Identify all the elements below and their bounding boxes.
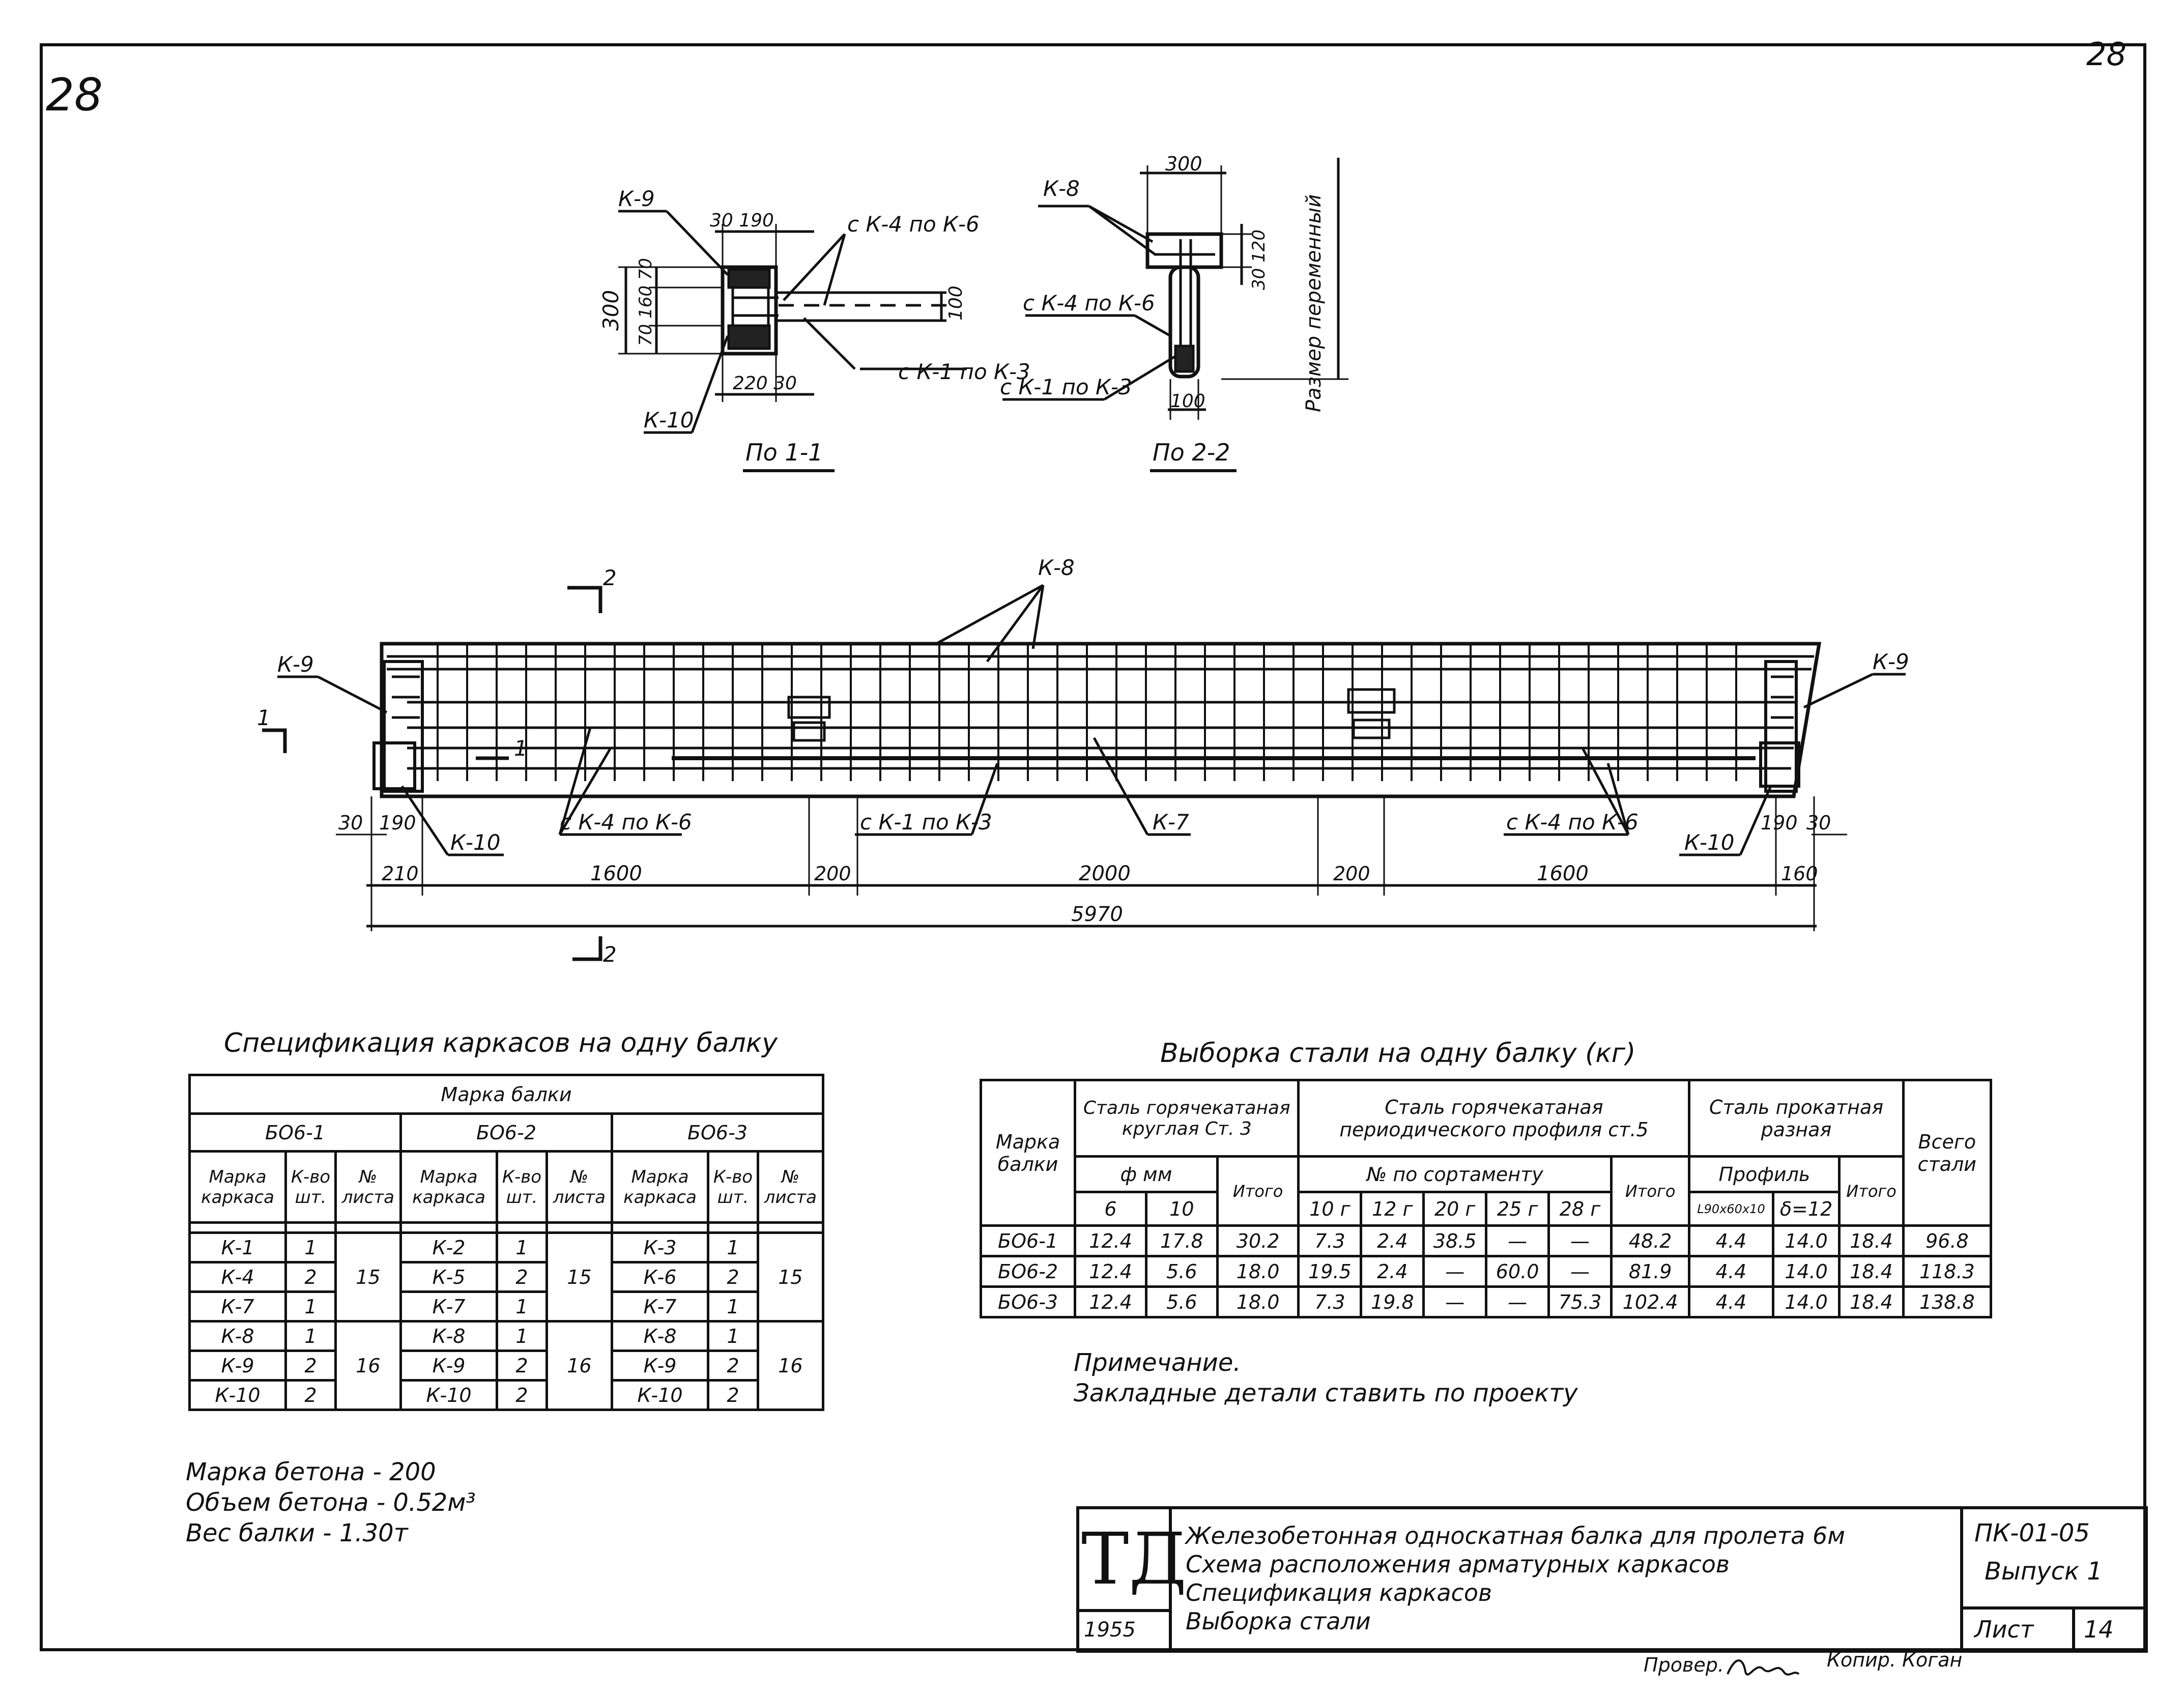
cell: 81.9 [1611,1256,1689,1287]
label-k1k3-elevation: с К-1 по К-3 [860,810,992,835]
note-text: Закладные детали ставить по проекту [1074,1379,1578,1407]
sub-header: 6 [1075,1192,1146,1226]
cell-sheet: 15 [335,1233,400,1321]
cell: 12.4 [1075,1226,1146,1256]
cell: 12.4 [1075,1287,1146,1317]
cell: БО6-1 [981,1226,1075,1256]
cell: 102.4 [1611,1287,1689,1317]
spec-table [188,1074,824,1411]
titleblock-line-3: Спецификация каркасов [1186,1579,1492,1606]
label-k1k3-section1: с К-1 по К-3 [898,359,1030,384]
cell: 2 [497,1381,547,1410]
dim-30-120: 30 120 [1249,229,1269,290]
table-row [981,1287,1991,1317]
cell: 2 [708,1262,758,1292]
steel-h-period: Сталь горячекатаная периодического профиля ст.5 [1299,1080,1689,1157]
spec-col-sheet: № листа [335,1152,400,1223]
dim-chain-0: 210 [382,863,419,885]
cell: — [1424,1256,1486,1287]
signature-checked: Провер. [1644,1654,1724,1676]
cell: 5.6 [1146,1256,1217,1287]
cell-sheet: 16 [758,1321,823,1410]
sub-header: L90x60x10 [1689,1192,1773,1226]
beam-weight: Вес балки - 1.30т [186,1519,408,1547]
table-row [190,1351,823,1381]
cell: К-9 [400,1351,497,1381]
cell: К-10 [612,1381,708,1410]
signature-scribble [1725,1651,1801,1687]
spec-group-1: БО6-1 [190,1114,401,1152]
titleblock-year: 1955 [1084,1618,1136,1642]
spec-col-mark: Марка каркаса [190,1152,286,1223]
dim-chain-4: 200 [1333,863,1370,885]
spec-title: Спецификация каркасов на одну балку [224,1028,778,1058]
cell: 2.4 [1361,1226,1424,1256]
titleblock-issue: Выпуск 1 [1985,1557,2103,1586]
page-number-left: 28 [46,69,103,121]
steel-h-profile: Профиль [1689,1157,1840,1192]
caption-section-2-2: По 2-2 [1153,439,1230,466]
cell: 17.8 [1146,1226,1217,1256]
dim-220-30: 220 30 [733,373,797,394]
label-k4k6-section2: с К-4 по К-6 [1023,291,1155,315]
titleblock-line-2: Схема расположения арматурных каркасов [1186,1550,1730,1578]
dim-chain-1: 1600 [590,862,642,885]
sub-header: 25 г [1486,1192,1549,1226]
cell: К-7 [190,1292,286,1321]
label-k4k6-right: с К-4 по К-6 [1506,810,1639,835]
cell: 7.3 [1299,1226,1361,1256]
steel-h-itogo-rolled: Итого [1840,1157,1903,1226]
sub-header: 10 г [1299,1192,1361,1226]
cell: 1 [497,1233,547,1262]
label-k10-section1: К-10 [644,408,694,433]
cell: 19.8 [1361,1287,1424,1317]
table-row [981,1226,1991,1256]
spec-col-mark: Марка каркаса [400,1152,497,1223]
steel-table [980,1079,1992,1318]
cell: — [1424,1287,1486,1317]
cell: 19.5 [1299,1256,1361,1287]
cell: 2 [708,1351,758,1381]
cell: 2 [497,1262,547,1292]
table-row [190,1233,823,1262]
cell: К-3 [612,1233,708,1262]
cell: 1 [286,1233,336,1262]
label-variable-size: Размер переменный [1302,194,1326,412]
sub-header: 28 г [1549,1192,1612,1226]
dim-chain-6: 160 [1781,863,1818,885]
cell: БО6-2 [981,1256,1075,1287]
cell: 14.0 [1773,1256,1840,1287]
sub-header: 10 [1146,1192,1217,1226]
spec-col-qty: К-во шт. [497,1152,547,1223]
titleblock-sheet-label: Лист [1974,1616,2034,1643]
cell: 4.4 [1689,1226,1773,1256]
spec-group-3: БО6-3 [612,1114,823,1152]
cell: 18.0 [1217,1287,1299,1317]
spec-group-2: БО6-2 [400,1114,612,1152]
label-k9-right: К-9 [1873,649,1909,674]
cell: 60.0 [1486,1256,1549,1287]
table-row [190,1321,823,1351]
dim-100-section1: 100 [945,285,966,321]
label-k10-left: К-10 [450,830,501,855]
spec-col-qty: К-во шт. [708,1152,758,1223]
table-row [981,1256,1991,1287]
sub-header: 12 г [1361,1192,1424,1226]
concrete-grade: Марка бетона - 200 [186,1458,436,1486]
cell: 38.5 [1424,1226,1486,1256]
cell: К-7 [400,1292,497,1321]
table-row [190,1292,823,1321]
dim-chain-5: 1600 [1537,862,1589,885]
dim-300-section2: 300 [1165,153,1202,175]
dim-190-right: 190 [1761,812,1798,834]
label-k8-elevation: К-8 [1038,555,1075,580]
cell: 1 [497,1292,547,1321]
cell: К-4 [190,1262,286,1292]
caption-section-1-1: По 1-1 [745,439,823,466]
steel-h-rolled: Сталь прокатная разная [1689,1080,1903,1157]
table-row [190,1262,823,1292]
cell: К-9 [612,1351,708,1381]
cut-1-left: 1 [257,705,271,730]
cell: 14.0 [1773,1226,1840,1256]
cell: К-1 [190,1233,286,1262]
page-number-right: 28 [2086,36,2126,73]
spec-col-mark: Марка каркаса [612,1152,708,1223]
label-k4k6-left: с К-4 по К-6 [560,810,692,835]
sub-header: 20 г [1424,1192,1486,1226]
dim-total: 5970 [1071,903,1123,926]
cell: К-2 [400,1233,497,1262]
steel-h-sort: № по сортаменту [1299,1157,1611,1192]
cell: К-7 [612,1292,708,1321]
note-label: Примечание. [1074,1348,1241,1377]
cell: 1 [708,1321,758,1351]
spec-col-sheet: № листа [547,1152,612,1223]
cell: 2 [286,1381,336,1410]
dim-70-160-70: 70 160 70 [636,257,656,346]
cell: К-8 [190,1321,286,1351]
cell: 2 [286,1262,336,1292]
cell: К-10 [400,1381,497,1410]
cell: — [1549,1226,1612,1256]
cell: 18.4 [1840,1256,1903,1287]
cell: 5.6 [1146,1287,1217,1317]
cell: 1 [708,1233,758,1262]
titleblock-line-4: Выборка стали [1186,1607,1371,1635]
label-k4k6-section1: с К-4 по К-6 [847,212,980,237]
sub-header: δ=12 [1773,1192,1840,1226]
label-k1k3-section2: с К-1 по К-3 [1000,375,1132,399]
cell: 12.4 [1075,1256,1146,1287]
cell: 18.4 [1840,1287,1903,1317]
dim-300-section1: 300 [598,290,623,331]
dim-30-right: 30 [1806,812,1831,834]
cell: 14.0 [1773,1287,1840,1317]
label-k10-right: К-10 [1684,830,1735,855]
steel-h-itogo-round: Итого [1217,1157,1299,1226]
dim-190-left: 190 [379,812,416,834]
cell: БО6-3 [981,1287,1075,1317]
dim-chain-2: 200 [814,863,851,885]
cell: — [1549,1256,1612,1287]
cell: 2.4 [1361,1256,1424,1287]
cut-2-top: 2 [603,565,617,590]
label-k9-section1: К-9 [618,186,655,211]
cell: 7.3 [1299,1287,1361,1317]
spec-header-mark: Марка балки [190,1075,823,1114]
cell-sheet: 16 [335,1321,400,1410]
table-row [190,1381,823,1410]
cell: — [1486,1226,1549,1256]
cell: 2 [497,1351,547,1381]
cell: 18.4 [1840,1226,1903,1256]
steel-h-total: Всего стали [1903,1080,1991,1226]
cell: К-9 [190,1351,286,1381]
dim-30-190: 30 190 [710,210,774,231]
cell: К-6 [612,1262,708,1292]
concrete-volume: Объем бетона - 0.52м³ [186,1488,476,1517]
cell: К-8 [612,1321,708,1351]
cell: 1 [286,1321,336,1351]
cell: 4.4 [1689,1256,1773,1287]
spec-col-sheet: № листа [758,1152,823,1223]
cell-sheet: 15 [547,1233,612,1321]
cell: 138.8 [1903,1287,1991,1317]
steel-h-itogo-period: Итого [1611,1157,1689,1226]
cut-1-inner: 1 [514,736,528,761]
cell: 48.2 [1611,1226,1689,1256]
cell: 1 [286,1292,336,1321]
cell: 2 [708,1381,758,1410]
dim-chain-3: 2000 [1079,862,1131,885]
titleblock-line-1: Железобетонная односкатная балка для пролета 6м [1186,1522,1845,1549]
label-k9-left: К-9 [277,652,314,677]
cell-sheet: 15 [758,1233,823,1321]
cell: 96.8 [1903,1226,1991,1256]
dim-30-left: 30 [338,812,363,834]
cell: 1 [497,1321,547,1351]
cell: 118.3 [1903,1256,1991,1287]
cell-sheet: 16 [547,1321,612,1410]
signature-copied: Копир. Коган [1827,1649,1963,1671]
td-logo: ТД [1081,1518,1187,1601]
cell: 18.0 [1217,1256,1299,1287]
cut-2-bottom: 2 [603,942,617,967]
cell: К-10 [190,1381,286,1410]
titleblock-sheet-number: 14 [2084,1616,2114,1643]
cell: 4.4 [1689,1287,1773,1317]
steel-h-mark: Марка балки [981,1080,1075,1226]
dim-100-section2: 100 [1170,391,1205,412]
label-k8-section2: К-8 [1043,176,1080,201]
cell: — [1486,1287,1549,1317]
cell: 75.3 [1549,1287,1612,1317]
spec-col-qty: К-во шт. [286,1152,336,1223]
label-k7: К-7 [1153,810,1189,835]
steel-h-round: Сталь горячекатаная круглая Ст. 3 [1075,1080,1299,1157]
titleblock-code: ПК-01-05 [1974,1519,2090,1547]
cell: 1 [708,1292,758,1321]
steel-h-dia: ф мм [1075,1157,1218,1192]
steel-title: Выборка стали на одну балку (кг) [1160,1038,1636,1069]
cell: К-8 [400,1321,497,1351]
cell: 2 [286,1351,336,1381]
cell: К-5 [400,1262,497,1292]
cell: 30.2 [1217,1226,1299,1256]
